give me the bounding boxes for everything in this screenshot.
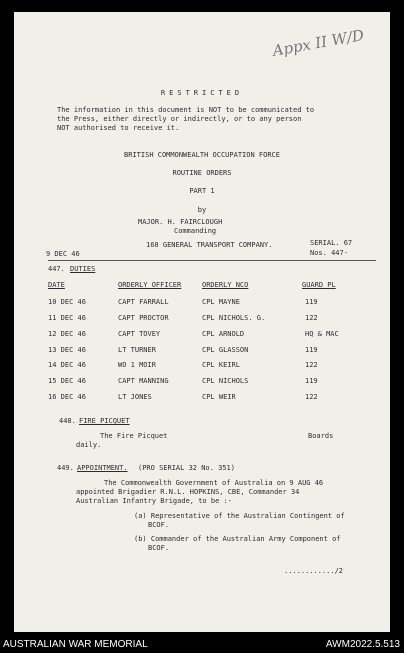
duty-nco: CPL NICHOLS. G. [202,314,266,322]
duty-date: 16 DEC 46 [48,393,86,401]
duty-date: 13 DEC 46 [48,346,86,354]
fire-picquet-number: 448. [59,417,76,425]
column-header-date: DATE [48,281,65,289]
appointment-item-b-cont: BCOF. [148,544,170,552]
duty-nco: CPL ARNOLD [202,330,245,338]
appointment-reference: (PRO SERIAL 32 No. 351) [138,464,235,472]
appointment-item-b: (b) Commander of the Australian Army Component of [134,535,341,543]
appointment-body-line-1: The Commonwealth Government of Australia on 9 AUG 46 [104,479,324,487]
duty-date: 14 DEC 46 [48,361,86,369]
order-numbers: Nos. 447- [310,249,348,257]
duty-officer: LT TURNER [118,346,156,354]
duty-guard: 119 [305,298,318,306]
header-rule [48,260,376,261]
classification-heading: RESTRICTED [160,89,244,97]
duty-officer: CAPT TOVEY [118,330,161,338]
document-page [14,12,390,632]
duty-date: 10 DEC 46 [48,298,86,306]
column-header-guard: GUARD PL [302,281,336,289]
issuing-officer: MAJOR. H. FAIRCLOUGH [138,218,223,226]
appointment-item-a: (a) Representative of the Australian Contingent of [134,512,345,520]
duty-officer: CAPT FARRALL [118,298,169,306]
footer-source: AUSTRALIAN WAR MEMORIAL [3,639,148,650]
appointment-title: APPOINTMENT. [77,464,128,472]
fire-picquet-title: FIRE PICQUET [79,417,130,425]
duty-guard: HQ & MAC [305,330,339,338]
fire-picquet-text: The Fire Picquet [100,432,168,440]
duty-date: 11 DEC 46 [48,314,86,322]
by-label: by [197,206,207,214]
duty-nco: CPL GLASSON [202,346,249,354]
duty-nco: CPL NICHOLS [202,377,249,385]
notice-line-2: the Press, either directly or indirectly, or to any person [57,115,302,123]
duty-date: 12 DEC 46 [48,330,86,338]
notice-line-3: NOT authorised to receive it. [57,124,180,132]
column-header-nco: ORDERLY NCO [202,281,249,289]
duty-guard: 119 [305,346,318,354]
duty-nco: CPL MAYNE [202,298,240,306]
force-heading: BRITISH COMMONWEALTH OCCUPATION FORCE [124,151,280,159]
duty-guard: 122 [305,393,318,401]
duty-date: 15 DEC 46 [48,377,86,385]
duty-officer: LT JONES [118,393,152,401]
appointment-number: 449. [57,464,74,472]
appointment-item-a-cont: BCOF. [148,521,170,529]
archive-footer [0,636,404,653]
duties-number: 447. [48,265,65,273]
column-header-officer: ORDERLY OFFICER [118,281,182,289]
duties-title: DUTIES [70,265,96,273]
serial-number: SERIAL. 67 [310,239,353,247]
part-heading: PART 1 [189,187,215,195]
footer-catalogue-id: AWM2022.5.513 [325,639,400,650]
duty-guard: 119 [305,377,318,385]
duty-guard: 122 [305,361,318,369]
appointment-body-line-3: Australian Infantry Brigade, to be :- [76,497,232,505]
duty-officer: CAPT MANNING [118,377,169,385]
continuation-marker: ............/2 [284,567,344,575]
fire-picquet-text-line2: daily. [76,441,102,449]
fire-picquet-text-end: Boards [308,432,334,440]
notice-line-1: The information in this document is NOT to be communicated to [57,106,315,114]
duty-guard: 122 [305,314,318,322]
duty-nco: CPL WEIR [202,393,236,401]
duty-officer: WO 1 MOIR [118,361,156,369]
orders-heading: ROUTINE ORDERS [172,169,232,177]
company-name: 168 GENERAL TRANSPORT COMPANY. [146,241,273,249]
appointment-body-line-2: appointed Brigadier R.N.L. HOPKINS, CBE, Commander 34 [76,488,300,496]
order-date: 9 DEC 46 [46,250,80,258]
commanding-label: Commanding [174,227,217,235]
duty-officer: CAPT PROCTOR [118,314,169,322]
handwritten-annotation: Appx II W/D [271,26,366,60]
duty-nco: CPL KEIRL [202,361,240,369]
